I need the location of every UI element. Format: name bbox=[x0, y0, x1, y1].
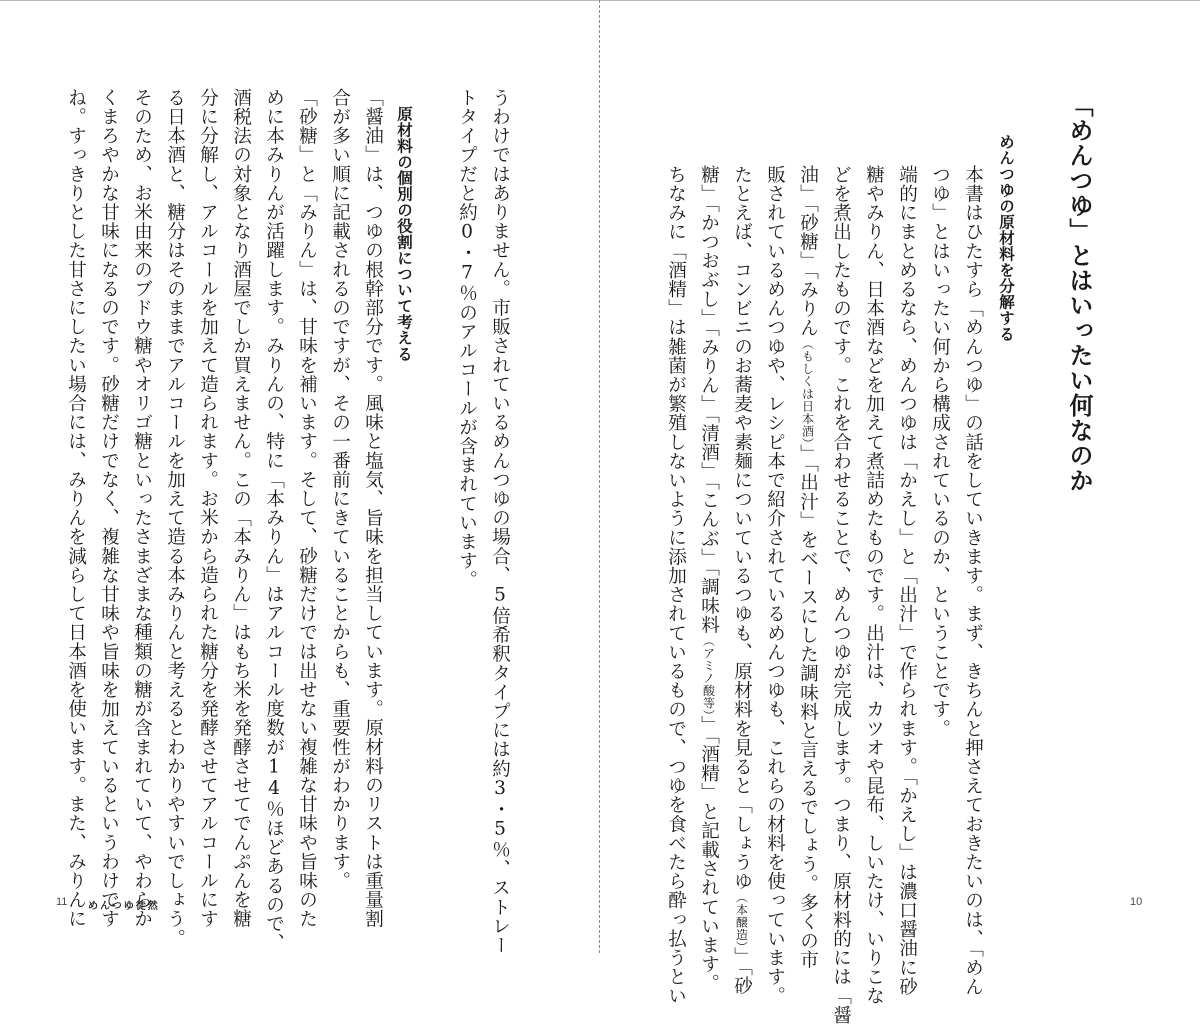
right-page bbox=[600, 0, 1200, 1025]
text-line: うわけではありません。市販されているめんつゆの場合、5倍希釈タイプには約3・5％、ストレー bbox=[489, 88, 511, 955]
running-head: めんつゆ徒然 bbox=[88, 901, 160, 912]
text-line: 「醤油」は、つゆの根幹部分です。風味と塩気、旨味を担当しています。原材料のリストは重量割 bbox=[362, 88, 384, 929]
inline-note: （本醸造） bbox=[734, 890, 749, 948]
text-segment: 」「酒精」と記載されています。 bbox=[698, 715, 720, 993]
text-line bbox=[725, 165, 758, 995]
text-line: 端的にまとめるなら、めんつゆは「かえし」と「出汁」で作られます。「かえし」は濃口醤油に砂 bbox=[896, 165, 918, 997]
section-heading: 原材料の個別の役割について考える bbox=[395, 106, 413, 362]
text-segment: 糖」「かつおぶし」「みりん」「清酒」「こんぶ」「調味料 bbox=[698, 165, 720, 635]
page-number: 11 bbox=[56, 896, 68, 908]
text-line: 糖やみりん、日本酒などを加えて煮詰めたものです。出汁は、カツオや昆布、しいたけ、いりこな bbox=[863, 165, 885, 1006]
text-line: トタイプだと約0・7％のアルコールが含まれています。 bbox=[456, 88, 478, 590]
text-line: ね。すっきりとした甘さにしたい場合には、みりんを減らして日本酒を使います。また、みりんに bbox=[65, 88, 87, 929]
text-line: そのため、お米由来のブドウ糖やオリゴ糖といったさまざまな種類の糖が含まれていて、やわらか bbox=[131, 88, 153, 929]
text-line: 販されているめんつゆや、レシピ本で紹介されているめんつゆも、これらの材料を使っています。 bbox=[764, 165, 786, 1006]
text-segment: 」「砂 bbox=[731, 947, 753, 996]
text-line: どを煮出したものです。これを合わせることで、めんつゆが完成します。つまり、原材料的には「醤 bbox=[830, 165, 852, 1025]
section-heading: めんつゆの原材料を分解する bbox=[997, 134, 1015, 342]
text-line: つゆ」とはいったい何から構成されているのか、ということです。 bbox=[929, 165, 951, 738]
text-segment: 」「出汁」をベースにした調味料と言えるでしょう。多くの市 bbox=[797, 443, 819, 970]
text-line bbox=[791, 165, 824, 969]
text-line bbox=[692, 165, 725, 993]
text-segment: たとえば、コンビニのお蕎麦や素麺についているつゆも、原材料を見ると「しょうゆ bbox=[731, 165, 753, 891]
inline-note: （アミノ酸等） bbox=[701, 634, 716, 716]
text-line: 「砂糖」と「みりん」は、甘味を補います。そして、砂糖だけでは出せない複雑な甘味や旨味のた bbox=[296, 88, 318, 929]
text-line: くまろやかな甘味になるのです。砂糖だけでなく、複雑な甘味や旨味を加えているというわけです bbox=[98, 88, 120, 929]
page-number: 10 bbox=[1130, 896, 1143, 908]
text-line: ちなみに「酒精」は雑菌が繁殖しないように添加されているもので、つゆを食べたら酔っ払うとい bbox=[665, 165, 687, 1006]
text-line: 分に分解し、アルコールを加えて造られます。お米から造られた糖分を発酵させてアルコールにす bbox=[197, 88, 219, 929]
text-line: る日本酒と、糖分はそのままでアルコールを加えて造る本みりんと考えるとわかりやすいでしょう。 bbox=[164, 88, 186, 948]
inline-note: （もしくは日本酒） bbox=[800, 337, 815, 444]
chapter-title: 「めんつゆ」とはいったい何なのか bbox=[1065, 93, 1093, 493]
text-line: 合が多い順に記載されるのですが、その一番前にきていることからも、重要性がわかります。 bbox=[329, 88, 351, 891]
text-line: 酒税法の対象となり酒屋でしか買えません。この「本みりん」はもち米を発酵させてでんぷんを糖 bbox=[230, 88, 252, 929]
text-line: めに本みりんが活躍します。みりんの、特に「本みりん」はアルコール度数が14％ほどあるので、 bbox=[263, 88, 285, 953]
text-line: 本書はひたすら「めんつゆ」の話をしていきます。まず、きちんと押さえておきたいのは、「めん bbox=[962, 165, 984, 997]
left-page bbox=[0, 0, 599, 953]
text-segment: 油」「砂糖」「みりん bbox=[797, 165, 819, 338]
